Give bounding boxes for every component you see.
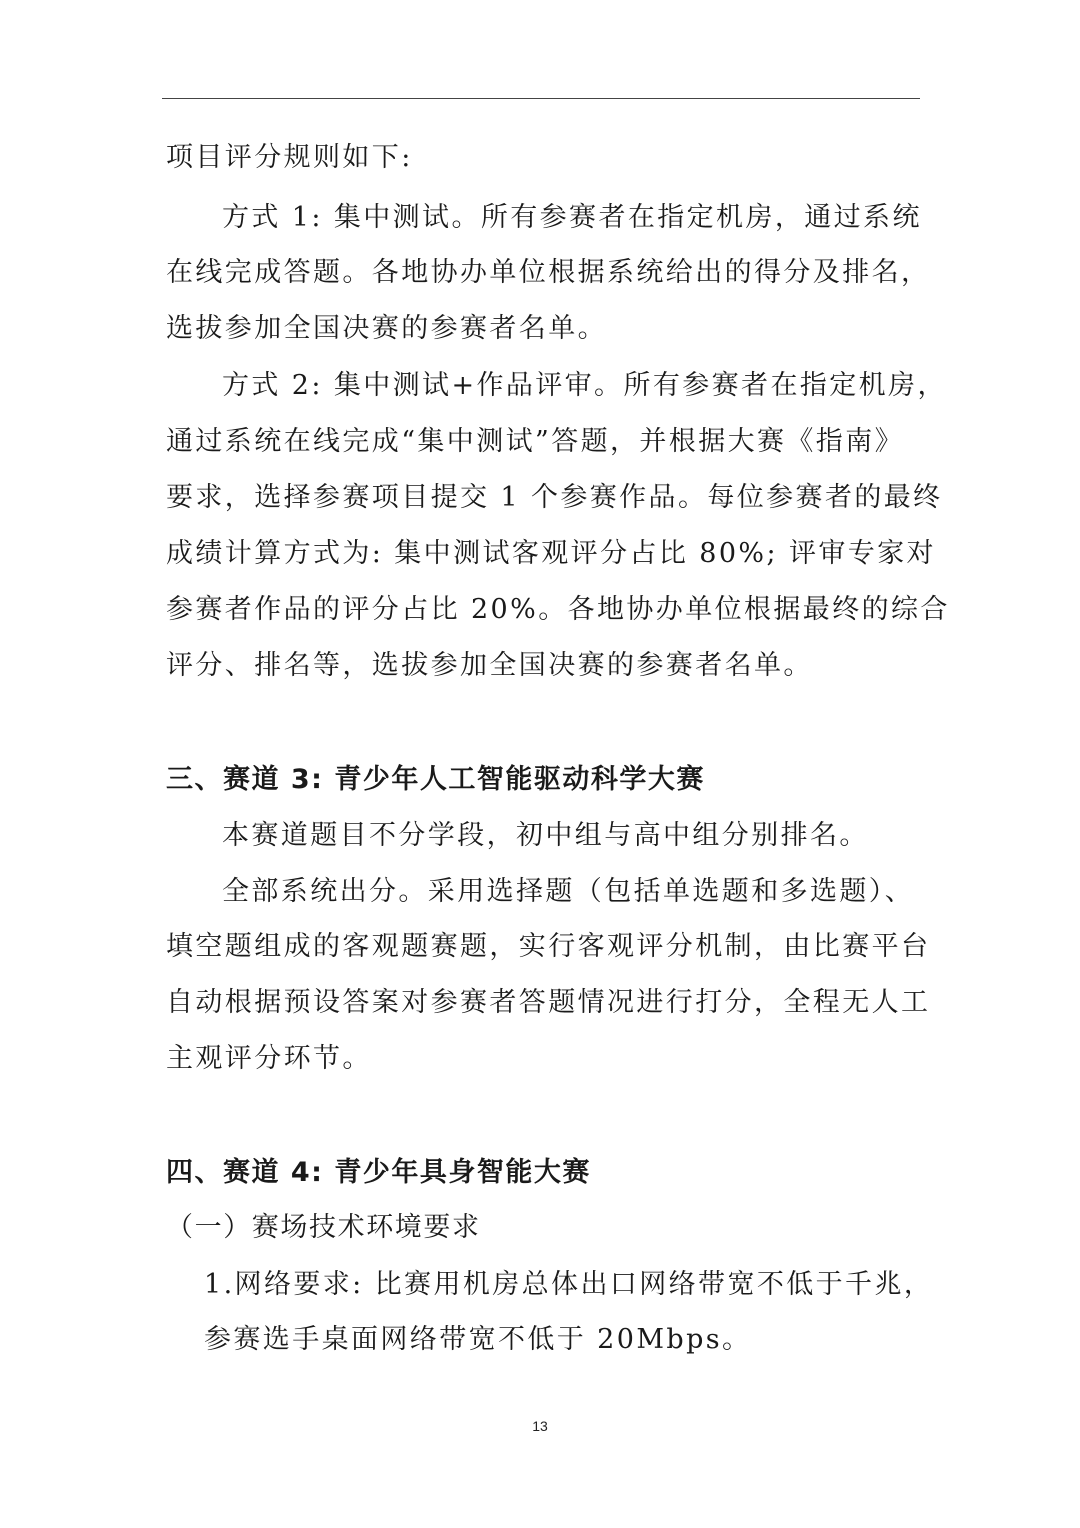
- method1-line: 方式 1: 集中测试。所有参赛者在指定机房，通过系统: [222, 202, 922, 233]
- section3-para1: 本赛道题目不分学段，初中组与高中组分别排名。: [222, 820, 869, 851]
- section4-heading: 四、赛道 4: 青少年具身智能大赛: [166, 1157, 591, 1188]
- section4-subheading: （一）赛场技术环境要求: [166, 1212, 481, 1243]
- section4-item1-line: 参赛选手桌面网络带宽不低于 20Mbps。: [204, 1324, 752, 1355]
- section3-para2-line: 自动根据预设答案对参赛者答题情况进行打分，全程无人工: [166, 987, 931, 1018]
- method2-line: 要求，选择参赛项目提交 1 个参赛作品。每位参赛者的最终: [166, 482, 943, 513]
- method2-line: 参赛者作品的评分占比 20%。各地协办单位根据最终的综合: [166, 594, 950, 625]
- method1-line: 选拔参加全国决赛的参赛者名单。: [166, 313, 607, 344]
- section3-para2-line: 填空题组成的客观题赛题，实行客观评分机制，由比赛平台: [166, 931, 931, 962]
- section3-para2-line: 全部系统出分。采用选择题（包括单选题和多选题）、: [222, 876, 915, 907]
- header-rule: [162, 98, 920, 99]
- section4-item1-line: 1.网络要求: 比赛用机房总体出口网络带宽不低于千兆，: [204, 1269, 934, 1300]
- method2-line: 评分、排名等，选拔参加全国决赛的参赛者名单。: [166, 650, 813, 681]
- method2-line: 成绩计算方式为: 集中测试客观评分占比 80%; 评审专家对: [166, 538, 936, 569]
- section3-heading: 三、赛道 3: 青少年人工智能驱动科学大赛: [166, 764, 705, 795]
- method2-line: 通过系统在线完成“集中测试”答题，并根据大赛《指南》: [166, 426, 905, 457]
- page-number: 13: [532, 1418, 548, 1434]
- method2-line: 方式 2: 集中测试+作品评审。所有参赛者在指定机房，: [222, 370, 947, 401]
- method1-line: 在线完成答题。各地协办单位根据系统给出的得分及排名，: [166, 257, 931, 288]
- scoring-intro: 项目评分规则如下:: [166, 142, 413, 173]
- section3-para2-line: 主观评分环节。: [166, 1043, 372, 1074]
